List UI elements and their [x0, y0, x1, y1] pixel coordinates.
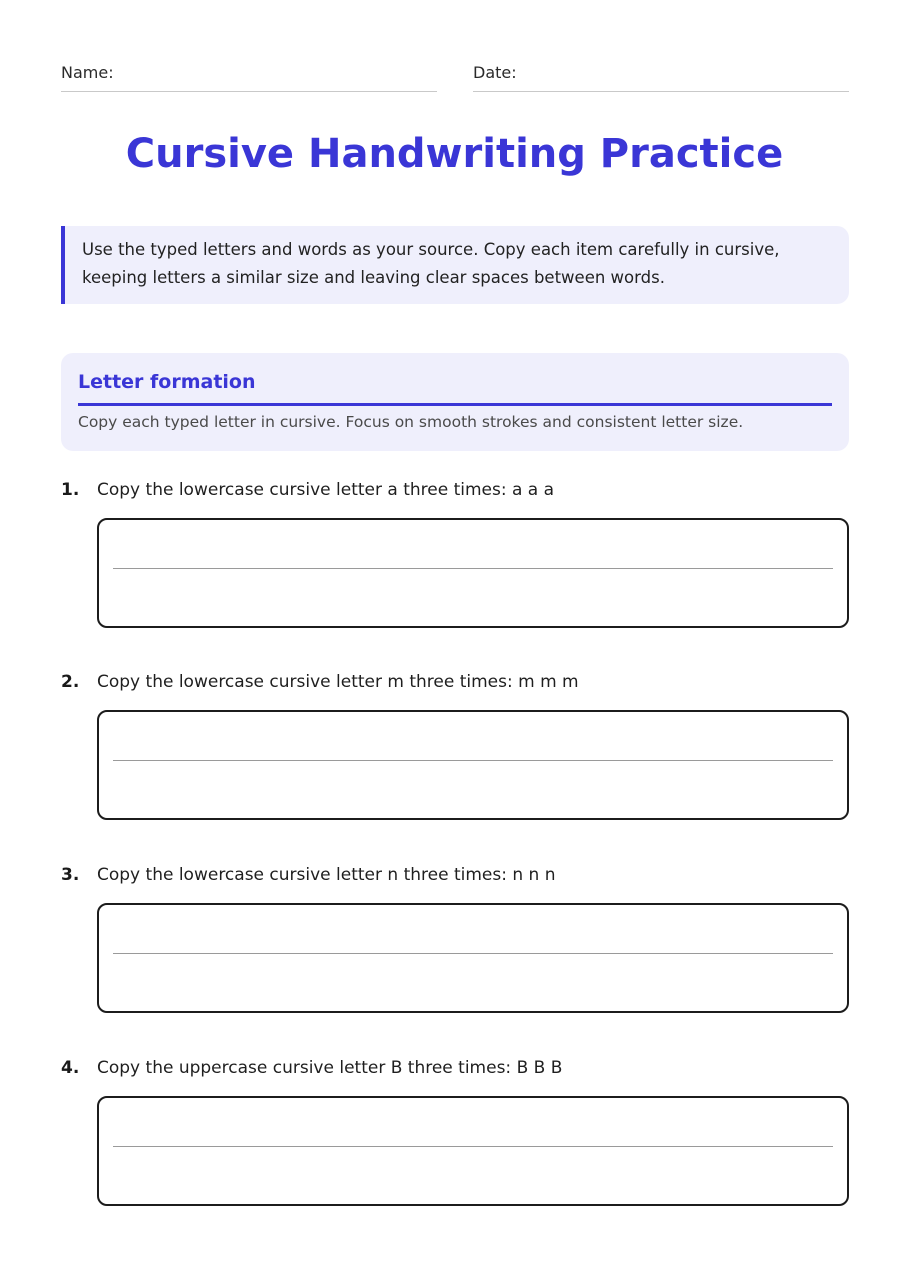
section-header-letter-formation [61, 353, 849, 451]
question-number: 1. [61, 480, 80, 500]
writing-guide-line [113, 760, 833, 761]
question-text: Copy the lowercase cursive letter a three times: a a a [97, 480, 555, 500]
question-text: Copy the lowercase cursive letter m three times: m m m [97, 672, 579, 692]
section-description: Copy each typed letter in cursive. Focus on smooth strokes and consistent letter size. [78, 413, 744, 431]
answer-box[interactable] [97, 903, 849, 1013]
writing-guide-line [113, 568, 833, 569]
instructions-box [61, 226, 849, 304]
section-title: Letter formation [78, 367, 832, 406]
instructions-text: Use the typed letters and words as your source. Copy each item carefully in cursive, keeping letters a similar size and leaving clear spaces between words. [82, 240, 780, 287]
question-number: 3. [61, 865, 80, 885]
writing-guide-line [113, 1146, 833, 1147]
date-label: Date: [473, 63, 517, 82]
date-field[interactable] [473, 62, 849, 92]
writing-guide-line [113, 953, 833, 954]
answer-box[interactable] [97, 710, 849, 820]
answer-box[interactable] [97, 518, 849, 628]
question-text: Copy the lowercase cursive letter n three times: n n n [97, 865, 556, 885]
question-text: Copy the uppercase cursive letter B three times: B B B [97, 1058, 563, 1078]
page-title: Cursive Handwriting Practice [125, 131, 784, 177]
name-field[interactable] [61, 62, 437, 92]
answer-box[interactable] [97, 1096, 849, 1206]
question-number: 2. [61, 672, 80, 692]
question-number: 4. [61, 1058, 80, 1078]
name-label: Name: [61, 63, 114, 82]
